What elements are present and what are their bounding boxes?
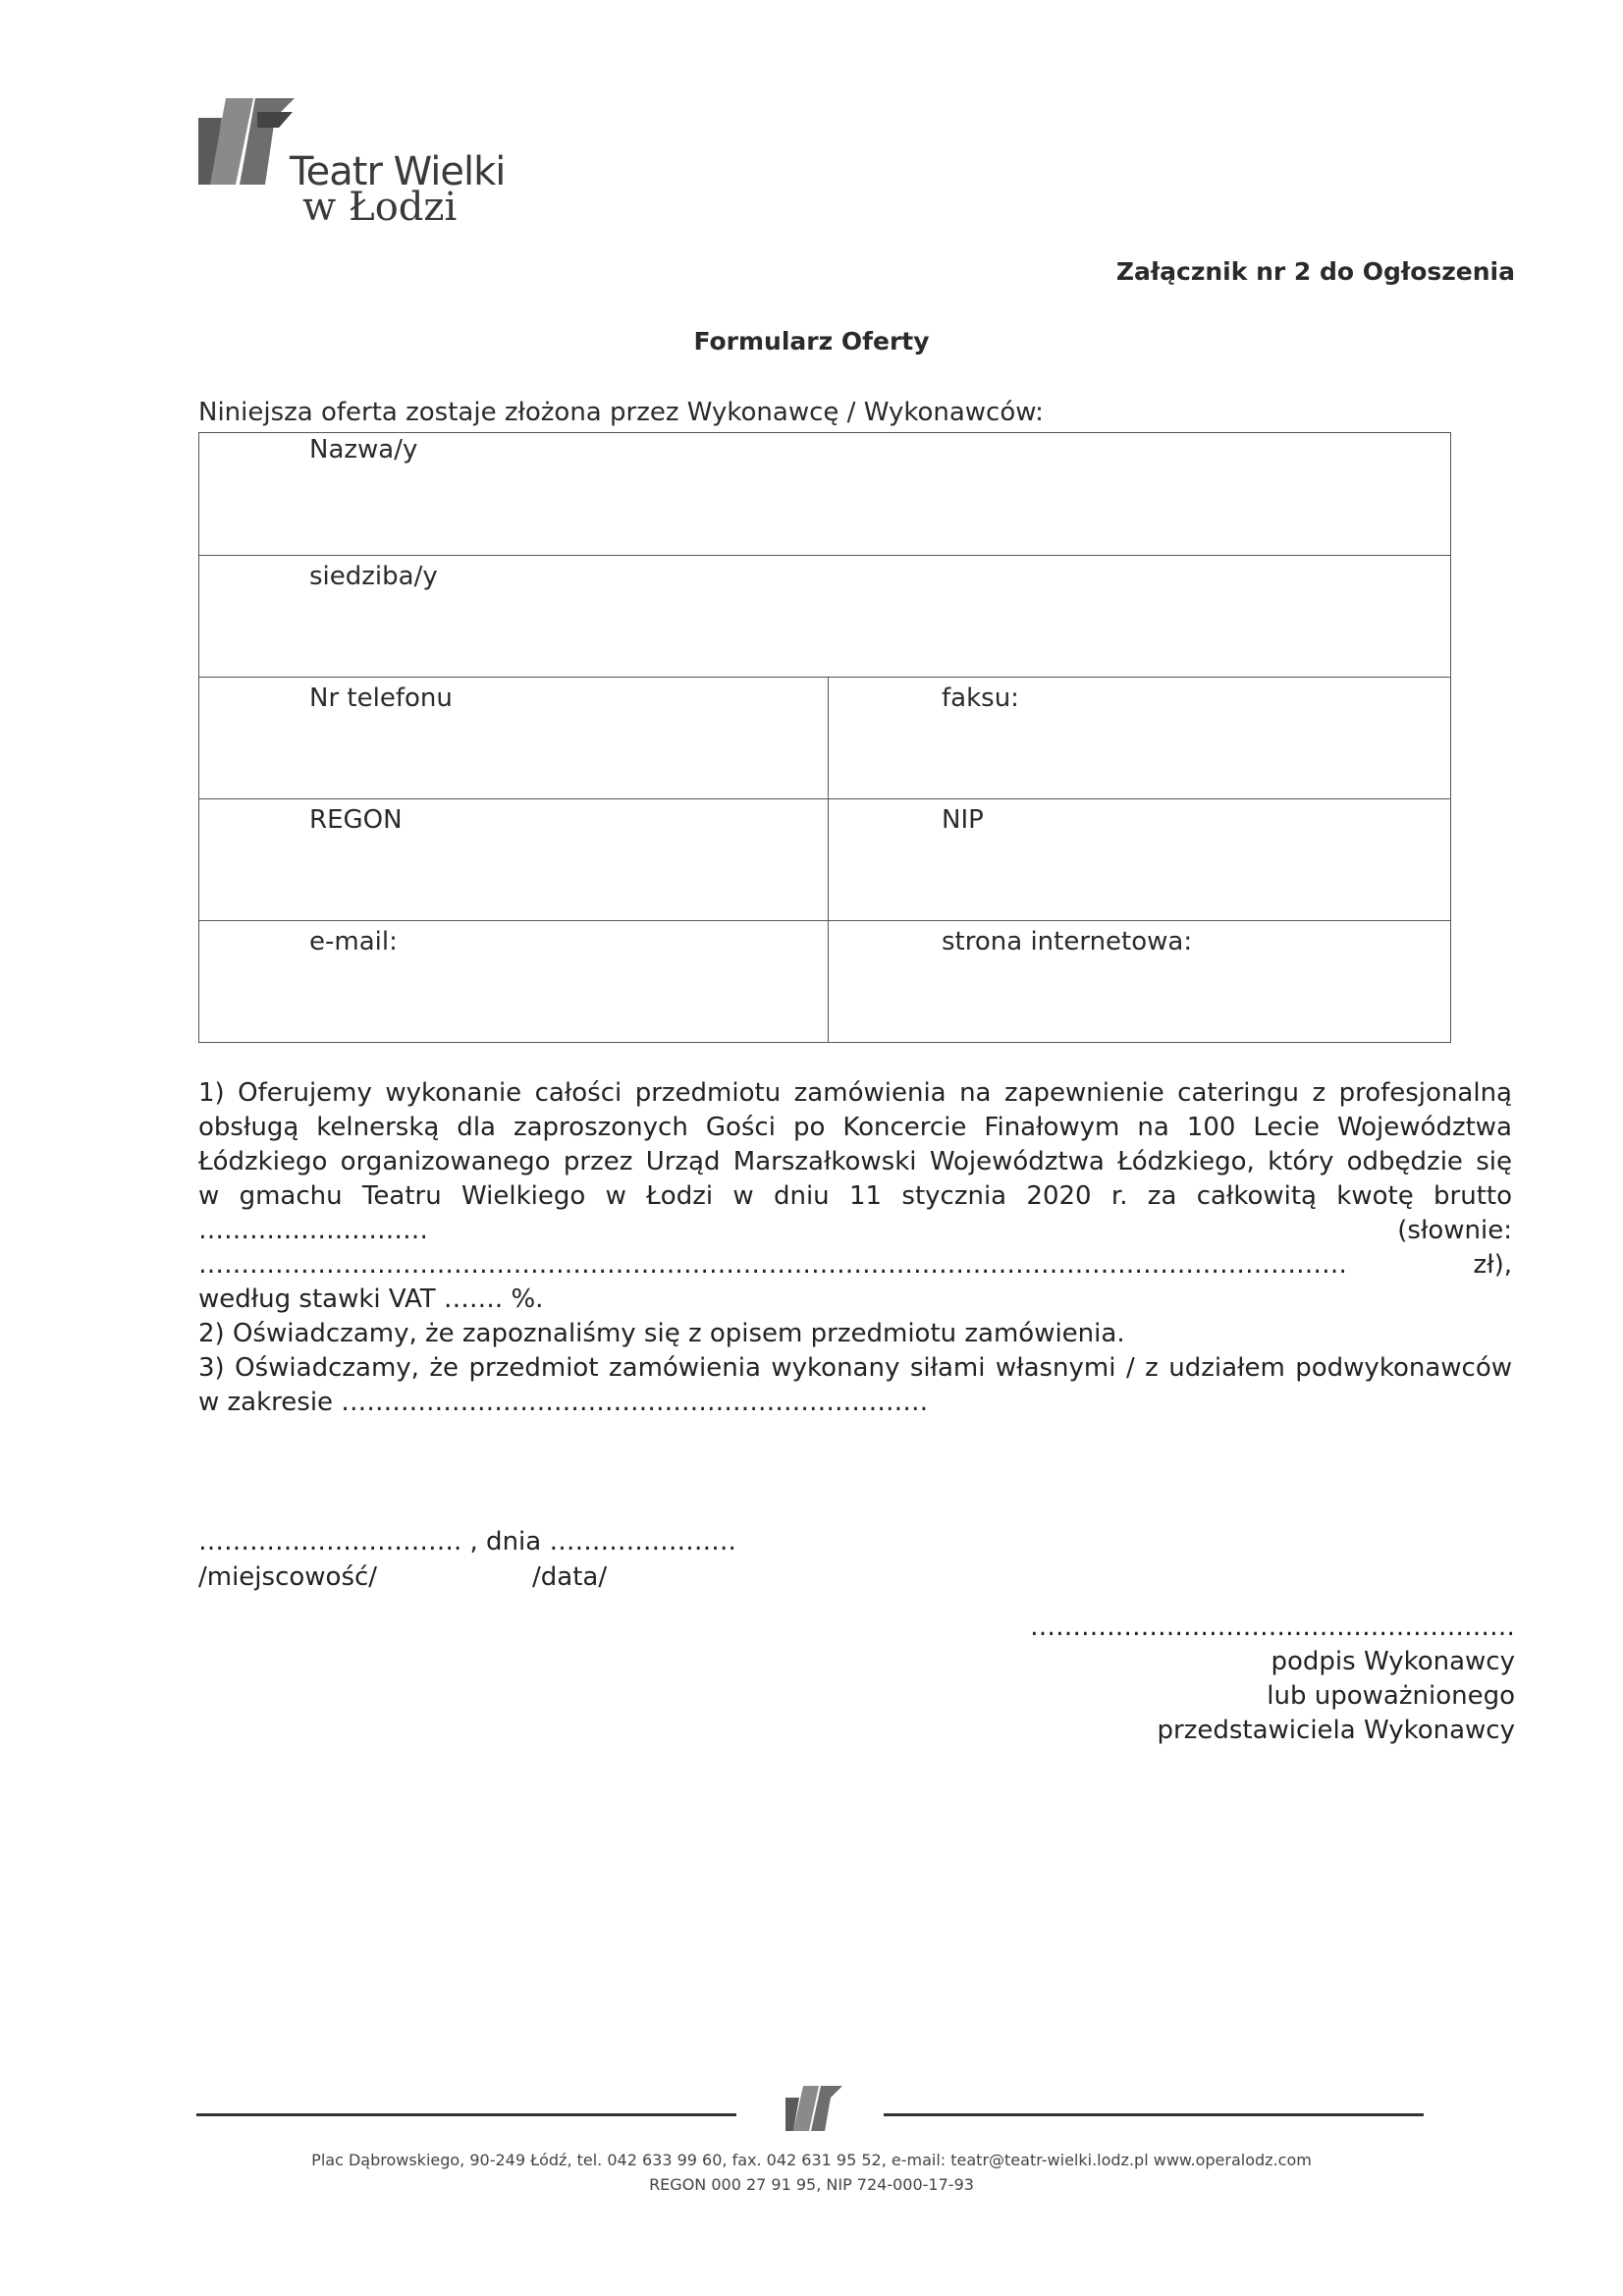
column-divider — [828, 799, 829, 920]
form-intro: Niniejsza oferta zostaje złożona przez Wykonawcę / Wykonawców: — [198, 398, 1044, 427]
field-website-label: strona internetowa: — [942, 927, 1193, 957]
field-nip-label: NIP — [942, 805, 984, 835]
paragraph-1-line: ……………………… (słownie: ……………………………………………………………………………………………………………………… zł), — [198, 1216, 1512, 1280]
place-date-block — [198, 1527, 736, 1598]
footer-rule-left — [196, 2113, 736, 2116]
signature-block — [1030, 1611, 1515, 1748]
paragraph-2: 2) Oświadczamy, że zapoznaliśmy się z opisem przedmiotu zamówienia. — [198, 1319, 1125, 1348]
row-seat — [199, 555, 1450, 677]
signature-line2: lub upoważnionego — [1267, 1681, 1515, 1711]
paragraph-1-line: w gmachu Teatru Wielkiego w Łodzi w dniu 11 stycznia 2020 r. za całkowitą kwotę brutto — [198, 1181, 1512, 1211]
footer-address: Plac Dąbrowskiego, 90-249 Łódź, tel. 042 633 99 60, fax. 042 631 95 52, e-mail: teatr@teatr-wielki.lodz.pl www.operalodz.com — [311, 2151, 1312, 2169]
form-title: Formularz Oferty — [693, 327, 930, 355]
offer-form-table — [198, 432, 1451, 1043]
footer-registration: REGON 000 27 91 95, NIP 724-000-17-93 — [649, 2175, 974, 2194]
column-divider — [828, 921, 829, 1042]
field-email-label: e-mail: — [309, 927, 398, 957]
field-phone-label: Nr telefonu — [309, 683, 453, 713]
annex-heading: Załącznik nr 2 do Ogłoszenia — [1115, 257, 1515, 286]
place-date-line: …………………………. , dnia …………………. — [198, 1527, 736, 1557]
teatr-wielki-logo — [196, 98, 530, 230]
logo-mark-icon — [196, 98, 295, 187]
place-label: /miejscowość/ — [198, 1562, 378, 1592]
paragraph-1-vat-line: według stawki VAT ……. %. — [198, 1285, 544, 1314]
paragraph-3-line: w zakresie …………………………………………………………… — [198, 1388, 929, 1417]
logo-text-line2: w Łodzi — [302, 185, 458, 230]
signature-line1: podpis Wykonawcy — [1271, 1647, 1515, 1676]
footer-logo-mark-icon — [784, 2084, 842, 2133]
logo-text-line1: Teatr Wielki — [290, 149, 506, 194]
field-fax-label: faksu: — [942, 683, 1019, 713]
footer-rule-right — [884, 2113, 1424, 2116]
paragraph-1-line: obsługą kelnerską dla zaproszonych Gości po Koncercie Finałowym na 100 Lecie Województwa — [198, 1113, 1512, 1142]
date-label: /data/ — [532, 1562, 608, 1592]
row-phone-fax — [199, 677, 1450, 798]
signature-line3: przedstawiciela Wykonawcy — [1157, 1716, 1515, 1745]
field-name-label: Nazwa/y — [309, 435, 418, 465]
column-divider — [828, 678, 829, 798]
paragraph-3-line: 3) Oświadczamy, że przedmiot zamówienia wykonany siłami własnymi / z udziałem podwykonawców — [198, 1353, 1512, 1383]
paragraph-1-line: Łódzkiego organizowanego przez Urząd Marszałkowski Województwa Łódzkiego, który odbędzie się — [198, 1147, 1512, 1176]
row-regon-nip — [199, 798, 1450, 920]
offer-body — [198, 1076, 1512, 1420]
field-seat-label: siedziba/y — [309, 562, 438, 591]
signature-dots: ………………………………………………… — [1030, 1613, 1515, 1642]
field-regon-label: REGON — [309, 805, 403, 835]
row-email-website — [199, 920, 1450, 1042]
row-name — [199, 433, 1450, 555]
paragraph-1-line: 1) Oferujemy wykonanie całości przedmiotu zamówienia na zapewnienie cateringu z profesjonalną — [198, 1078, 1512, 1108]
